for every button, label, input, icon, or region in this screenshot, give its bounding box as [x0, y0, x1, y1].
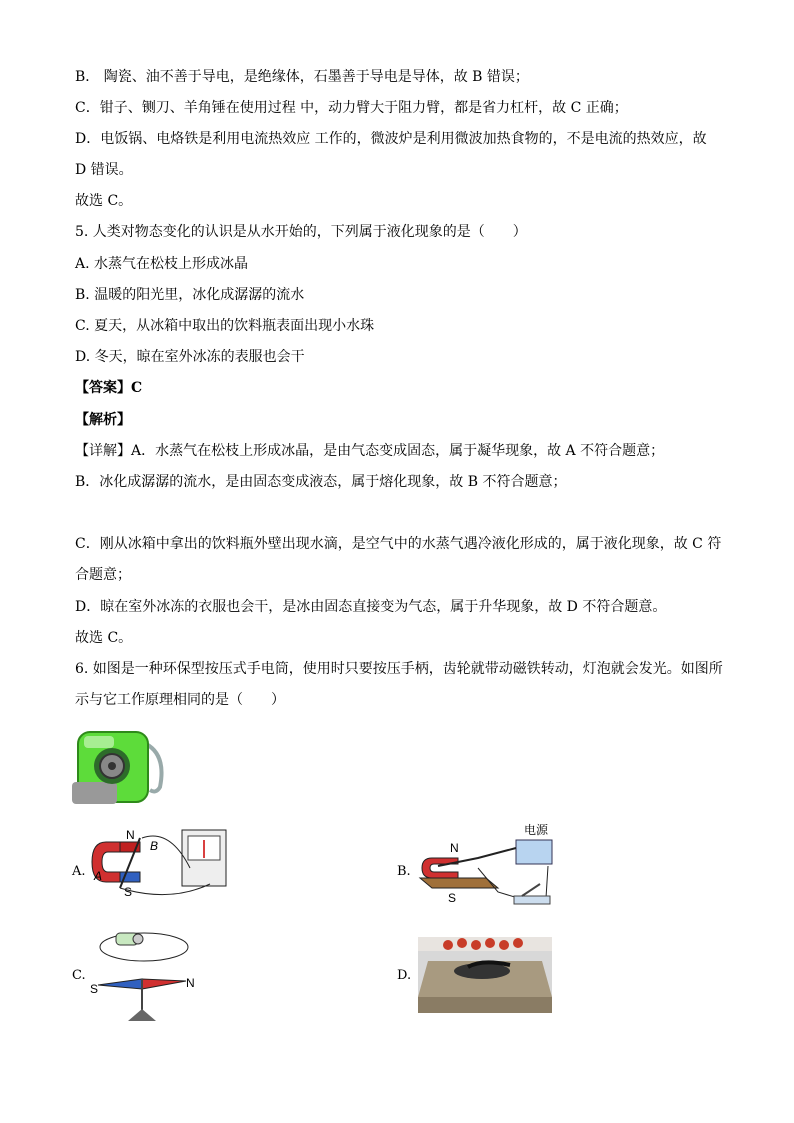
detail-line: 合题意； [75, 567, 131, 583]
answer-label: 【答案】C [75, 380, 143, 396]
question-6: 6. 如图是一种环保型按压式手电筒，使用时只要按压手柄，齿轮就带动磁铁转动，灯泡就会发光。如图所 [75, 661, 723, 677]
label-n: N [450, 841, 459, 855]
question-6-cont: 示与它工作原理相同的是（ ） [75, 692, 285, 708]
detail-line: B．冰化成潺潺的流水，是由固态变成液态，属于熔化现象，故 B 不符合题意； [75, 474, 567, 490]
label-s: S [90, 982, 99, 996]
detail-line: 故选 C。 [75, 630, 133, 646]
analysis-label: 【解析】 [75, 412, 131, 428]
option-c-figure [90, 925, 200, 1025]
text-line: 故选 C。 [75, 193, 133, 209]
label-a: A [94, 869, 103, 883]
label-n: N [186, 976, 195, 990]
option-c-label: C. [72, 968, 86, 983]
text-line: B． 陶瓷、油不善于导电，是绝缘体，石墨善于导电是导体，故 B 错误； [75, 69, 529, 85]
option-b: B. 温暖的阳光里，冰化成潺潺的流水 [75, 287, 305, 303]
question-5: 5. 人类对物态变化的认识是从水开始的，下列属于液化现象的是（ ） [75, 224, 527, 240]
text-line: D．电饭锅、电烙铁是利用电流热效应 工作的，微波炉是利用微波加热食物的，不是电流的热效应，故 [75, 131, 707, 147]
label-b: B [150, 839, 159, 853]
option-c: C. 夏天，从冰箱中取出的饮料瓶表面出现小水珠 [75, 318, 375, 334]
option-a-figure [90, 828, 240, 908]
detail-line: C．刚从冰箱中拿出的饮料瓶外壁出现水滴，是空气中的水蒸气遇冷液化形成的，属于液化现象，故 C 符 [75, 536, 722, 552]
label-s: S [124, 885, 133, 899]
label-s: S [448, 891, 457, 905]
text-line: C．钳子、铡刀、羊角锤在使用过程 中，动力臂大于阻力臂，都是省力杠杆，故 C 正确； [75, 100, 628, 116]
detail-line: 【详解】A．水蒸气在松枝上形成冰晶，是由气态变成固态，属于凝华现象，故 A 不符合题意； [75, 443, 665, 459]
option-a-label: A. [72, 864, 86, 879]
label-power: 电源 [524, 823, 549, 837]
option-d-label: D. [397, 968, 412, 983]
label-n: N [126, 828, 135, 842]
text-line: D 错误。 [75, 162, 133, 178]
option-b-label: B. [397, 864, 411, 879]
option-b-figure [418, 822, 558, 910]
option-d-figure [418, 937, 552, 1013]
option-a: A. 水蒸气在松枝上形成冰晶 [75, 256, 249, 272]
option-d: D. 冬天，晾在室外冰冻的表服也会干 [75, 349, 305, 365]
flashlight-image [72, 722, 172, 810]
detail-line: D．晾在室外冰冻的衣服也会干，是冰由固态直接变为气态，属于升华现象，故 D 不符合题意。 [75, 599, 667, 615]
